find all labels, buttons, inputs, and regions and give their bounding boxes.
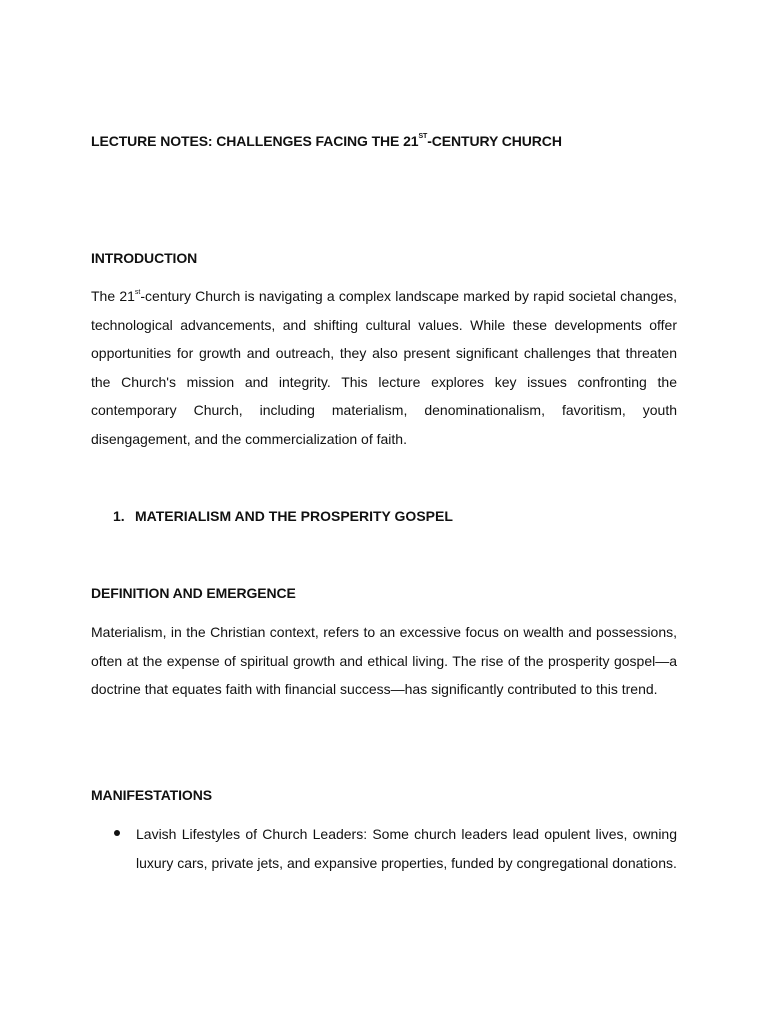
title-text-suffix: -CENTURY CHURCH	[427, 133, 562, 149]
manifestations-heading: MANIFESTATIONS	[91, 787, 212, 803]
document-title	[91, 132, 562, 150]
section-title: MATERIALISM AND THE PROSPERITY GOSPEL	[135, 508, 453, 524]
title-text: LECTURE NOTES: CHALLENGES FACING THE 21	[91, 133, 419, 149]
introduction-paragraph	[91, 282, 677, 453]
bullet-icon	[114, 830, 120, 836]
bullet-text: Lavish Lifestyles of Church Leaders: Some church leaders lead opulent lives, owning luxury cars, private jets, and expansive properties, funded by congregational donations.	[136, 826, 677, 871]
title-superscript: ST	[418, 133, 428, 141]
definition-heading: DEFINITION AND EMERGENCE	[91, 585, 296, 601]
section-number: 1.	[113, 508, 125, 524]
section-1-heading	[113, 507, 453, 525]
intro-text-start: The 21	[91, 288, 135, 304]
definition-paragraph: Materialism, in the Christian context, refers to an excessive focus on wealth and possessions, often at the expense of spiritual growth and ethical living. The rise of the prosperity gospel—a doctrine that equates faith with financial success—has significantly contributed to this trend.	[91, 624, 677, 697]
intro-text-rest: -century Church is navigating a complex landscape marked by rapid societal changes, technological advancements, and shifting cultural values. While these developments offer opportunities for growth and outreach, they also present significant challenges that threaten the Church's mission and integrity. This lecture explores key issues confronting the contemporary Church, including materialism, denominationalism, favoritism, youth disengagement, and the commercialization of faith.	[91, 288, 678, 447]
intro-superscript: st	[134, 289, 141, 297]
introduction-heading: INTRODUCTION	[91, 250, 198, 266]
list-item	[91, 820, 677, 877]
